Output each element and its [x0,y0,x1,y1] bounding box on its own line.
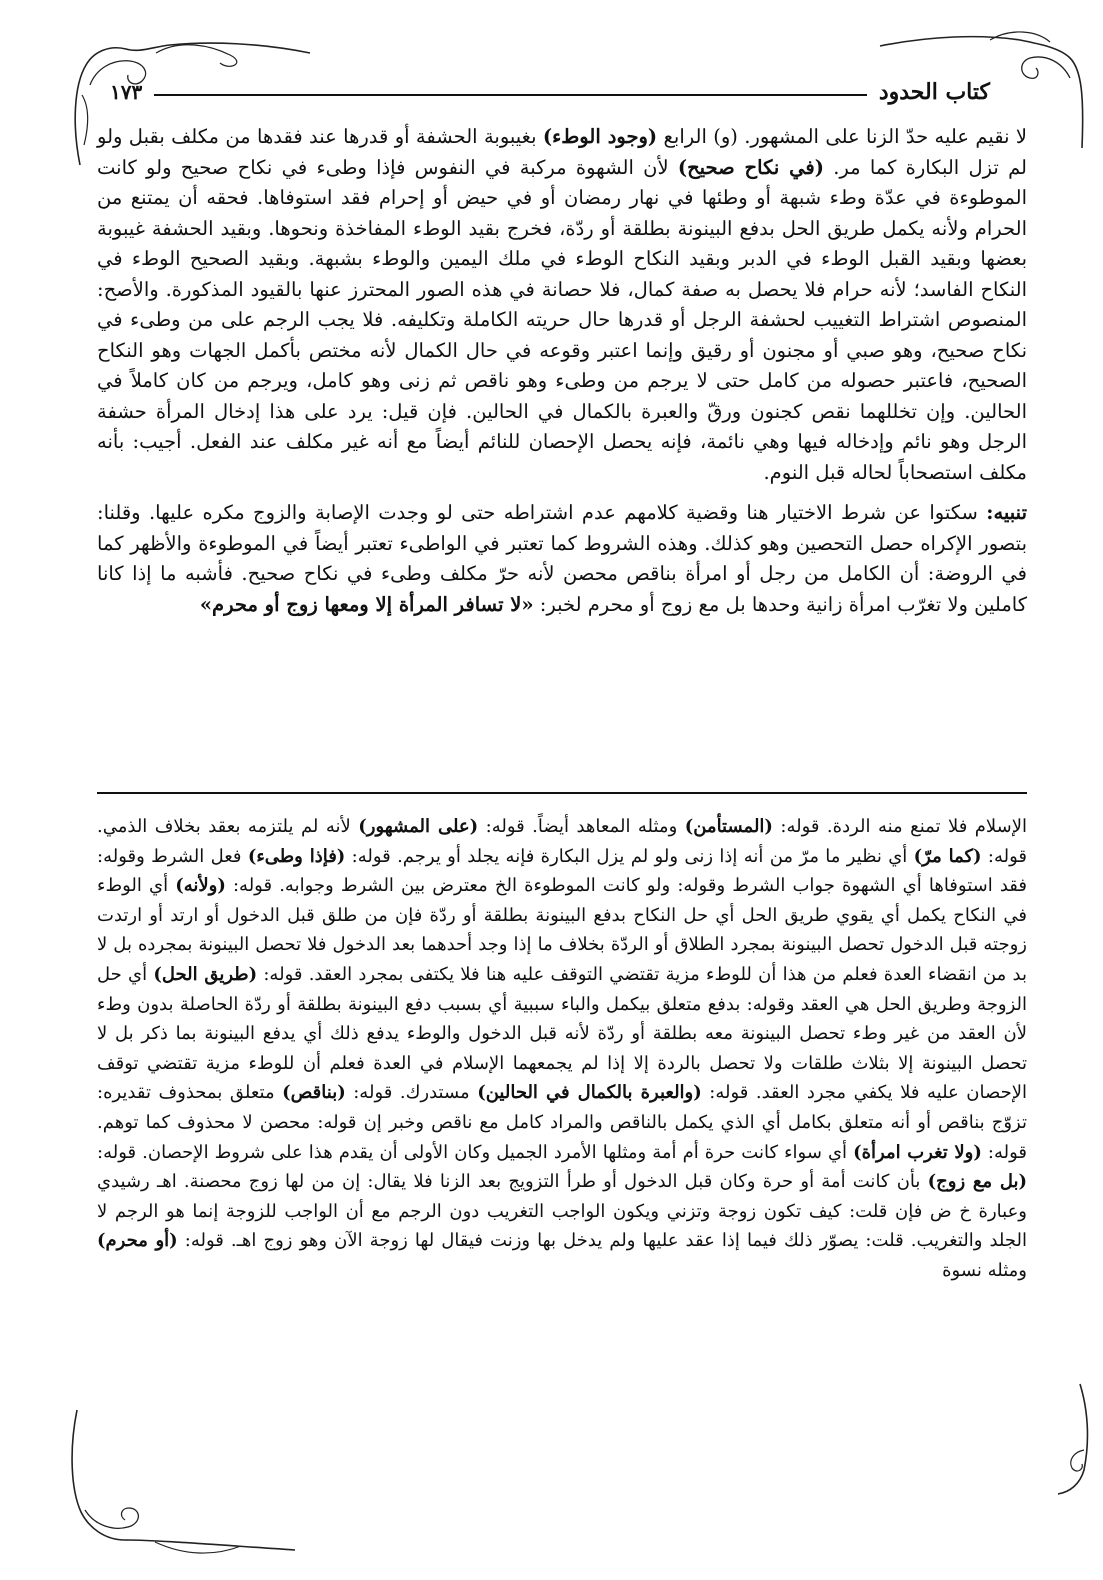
text-run: الإسلام فلا تمنع منه الردة. قوله: [772,816,1028,837]
text-run: لأن الشهوة مركبة في النفوس فإذا وطىء في نكاح صحيح ولو كانت الموطوءة في عدّة وطء شبهة أو وطئها في نهار رمضان أو في حيض أو إحرام فقد استوفاها. فحقه أن يمتنع من الحرام ولأنه يكمل طريق الحل بدفع البينونة بطلقة أو ردّة، فخرج بقيد الوطء المفاخذة ونحوها. وبقيد الحشفة غيبوبة بعضها وبقيد القبل الوطء في الدبر وبقيد النكاح الوطء في ملك اليمين والوطء بشبهة. وبقيد الصحيح الوطء في النكاح الفاسد؛ لأنه حرام فلا يحصل به صفة كمال، فلا حصانة في هذه الصور المحترز عنها بالقيود المذكورة. والأصح: المنصوص اشتراط التغييب لحشفة الرجل أو قدرها حال حريته الكاملة وتكليفه. فلا يجب الرجم على من وطىء في نكاح صحيح، وهو صبي أو مجنون أو رقيق وإنما اعتبر وقوعه في حال الكمال لأنه مختص بأكمل الجهات وهو النكاح الصحيح، فاعتبر حصوله من كامل حتى لا يرجم من وطىء وهو ناقص ثم زنى وهو كامل، ويرجم من كان كاملاً في الحالين. وإن تخللهما نقص كجنون ورقّ والعبرة بالكمال في الحالين. فإن قيل: يرد على هذا إدخال المرأة حشفة الرجل وهو نائم وإدخاله فيها وهي نائمة، فإنه يحصل الإحصان للنائم أيضاً مع أنه غير مكلف عند الفعل. أجيب: بأنه مكلف استصحاباً لحاله قبل النوم. [97,155,1027,484]
text-run: فعل الشرط وقوله: فقد استوفاها أي الشهوة جواب الشرط وقوله: ولو كانت الموطوءة الخ معترض بين الشرط وجوابه. قوله: [97,845,1027,897]
page-header [110,72,990,112]
bold-term: (والعبرة بالكمال في الحالين) [477,1082,702,1104]
bold-term: (وجود الوطء) [542,125,658,148]
text-run: أي حل الزوجة وطريق الحل هي العقد وقوله: بدفع متعلق بيكمل والباء سببية أي بسبب دفع البينونة بطلقة أو ردّة الحاصلة بدون وطء لأن العقد من غير وطء تحصل البينونة معه بطلقة أو ردّة لأنه قبل الدخول والوطء يدفع ذلك أي يدفع البينونة بما ذكر بل لا تحصل البينونة إلا بثلاث طلقات ولا تحصل بالردة إلا إذا لم يجمعهما الإسلام في العدة فعلم أن للوطء مزية تقتضي توقف الإحصان عليه فلا يكفي مجرد العقد. قوله: [97,963,1027,1104]
main-paragraph [97,122,1027,488]
text-run: ومثله المعاهد أيضاً. قوله: [478,816,685,837]
text-run: بغيبوبة الحشفة أو قدرها عند فقدها من مكلف بقبل ولو لم تزل البكارة كما مر. [97,125,1027,179]
bold-term: (في نكاح صحيح) [677,155,824,179]
bold-term: (ولأنه) [175,875,226,897]
bottom-right-frame-ornament [1040,1380,1100,1500]
bold-term: (على المشهور) [358,816,479,837]
bold-term: (بل مع زوج) [927,1171,1027,1193]
chapter-title: كتاب الحدود [878,79,990,105]
text-run: أي سواء كانت حرة أم أمة ومثلها الأمرد الجميل وكان الأولى أن يقدم هذا على شروط الإحصان. قوله: [97,1141,854,1163]
bottom-left-frame-ornament [55,1400,305,1570]
bold-term: (المستأمن) [684,816,773,837]
note-paragraph [97,498,1027,620]
text-run: أي نظير ما مرّ من أنه إذا زنى ولو لم يزل البكارة فإنه يجلد أو يرجم. قوله: [345,845,914,867]
text-run: ومثله نسوة [942,1259,1027,1281]
text-run: بأن كانت أمة أو حرة وكان قبل الدخول أو طرأ التزويج بعد الزنا فلا يقال: إن من لها زوج محصنة. اهـ رشيدي وعبارة خ ض فإن قلت: كيف تكون زوجة وتزني ويكون الواجب التغريب دون الرجم مع أن الواجب للزوجة إنما هو الرجم لا الجلد والتغريب. قلت: يصوّر ذلك فيما إذا عقد عليها ولم يدخل بها وزنت فيقال لها زوجة الآن وهو زوج اهـ. قوله: [97,1171,1027,1252]
header-rule [154,94,867,96]
footnote-divider [97,792,1027,794]
hadith-quote: «لا تسافر المرأة إلا ومعها زوج أو محرم» [199,592,534,616]
page-number: ١٧٣ [110,80,143,104]
footnote-text [97,812,1027,1286]
bold-term: (ولا تغرب امرأة) [853,1141,982,1163]
main-text [97,122,1027,620]
text-run: أي الوطء في النكاح يكمل أي يقوي طريق الحل أي حل النكاح بدفع البينونة بطلقة أو ردّة فإن من طلق قبل الدخول أو ارتد أو ارتدت زوجته قبل الدخول تحصل البينونة بمجرد الطلاق أو الردّة بخلاف ما إذا وجد أحدهما بعد الدخول فلا تحصل البينونة بمجرده بل لا بد من انقضاء العدة فعلم من هذا أن للوطء مزية تقتضي التوقف عليه هنا فلا يكتفى بمجرد العقد. قوله: [97,875,1027,985]
text-run: لأنه لم يلتزمه بعقد بخلاف الذمي. قوله: [97,816,1027,867]
text-run: مستدرك. قوله: [345,1082,478,1104]
text-run: لا نقيم عليه حدّ الزنا على المشهور. (و) الرابع [657,125,1027,148]
bold-term: (كما مرّ) [913,845,982,867]
bold-term: (أو محرم) [97,1230,178,1252]
bold-term: (بناقص) [282,1082,346,1104]
footnote-paragraph [97,812,1027,1286]
text-run: متعلق بمحذوف تقديره: تزوّج بناقص أو أنه متعلق بكامل أي الذي يكمل بالناقص والمراد كامل مع ناقص وخبر إن قوله: محصن لا محذوف كما توهم. قوله: [97,1082,1028,1163]
bold-term: (فإذا وطىء) [247,845,346,867]
text-run: سكتوا عن شرط الاختيار هنا وقضية كلامهم عدم اشتراطه حتى لو وجدت الإصابة والزوج مكره عليها. وقلنا: بتصور الإكراه حصل التحصين وهو كذلك. وهذه الشروط كما تعتبر في الواطىء تعتبر أيضاً في الموطوءة والأظهر كما في الروضة: أن الكامل من رجل أو امرأة بناقص محصن لأنه حرّ مكلف وطىء في نكاح صحيح. فأشبه ما إذا كانا كاملين ولا تغرّب امرأة زانية وحدها بل مع زوج أو محرم لخبر: [97,501,1027,616]
bold-term: (طريق الحل) [153,963,258,985]
note-label: تنبيه: [986,501,1027,524]
